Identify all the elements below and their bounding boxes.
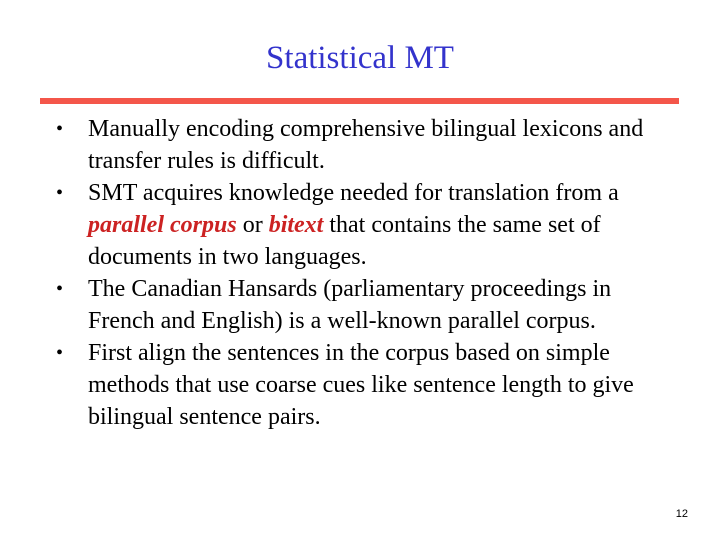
bullet-item-hansards [52,273,672,337]
bullet-item-sentence-alignment [52,337,672,433]
term-parallel-corpus: parallel corpus [88,212,237,238]
bullet-text: SMT acquires knowledge needed for translation from a [88,180,619,206]
bullet-marker: • [56,278,64,300]
title-divider [40,98,679,104]
bullet-text: or [236,212,269,238]
page-number: 12 [675,508,688,520]
bullet-marker: • [56,182,64,204]
bullet-text: that contains the same set of documents in two languages. [88,212,601,270]
bullet-text: First align the sentences in the corpus based on simple methods that use coarse cues like sentence length to give bilingual sentence pairs. [88,340,634,430]
bullet-marker: • [56,342,64,364]
term-bitext: bitext [268,212,324,238]
bullet-list [52,113,672,433]
bullet-marker: • [56,118,64,140]
bullet-text: The Canadian Hansards (parliamentary proceedings in French and English) is a well-known parallel corpus. [88,276,612,334]
bullet-item-manual-encoding [52,113,672,177]
bullet-item-smt [52,177,672,273]
slide-title: Statistical MT [266,40,454,76]
bullet-text: Manually encoding comprehensive bilingual lexicons and transfer rules is difficult. [88,116,644,174]
